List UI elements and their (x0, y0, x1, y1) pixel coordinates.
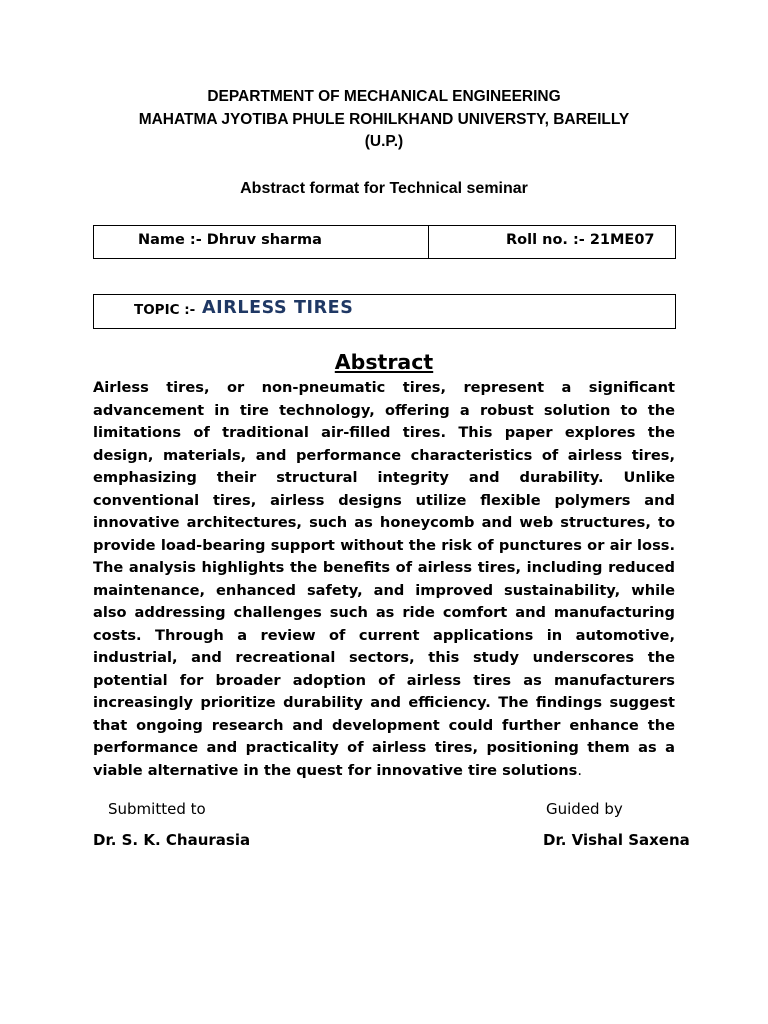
format-title: Abstract format for Technical seminar (240, 180, 528, 197)
student-info-table (93, 225, 676, 259)
submitted-to-name: Dr. S. K. Chaurasia (93, 831, 251, 849)
university-heading: MAHATMA JYOTIBA PHULE ROHILKHAND UNIVERSTY, BAREILLY (138, 111, 630, 128)
topic-value: AIRLESS TIRES (202, 298, 354, 318)
topic-label: TOPIC :- (134, 302, 196, 318)
abstract-paragraph (93, 377, 675, 782)
guided-by-label: Guided by (546, 800, 623, 818)
topic-box (93, 294, 676, 329)
abstract-end-mark: . (577, 761, 582, 779)
student-name: Name :- Dhruv sharma (94, 226, 429, 259)
guided-by-name: Dr. Vishal Saxena (543, 831, 690, 849)
submitted-to-label: Submitted to (108, 800, 206, 818)
abstract-text: Airless tires, or non-pneumatic tires, represent a significant advancement in tire technology, offering a robust solution to the limitations of traditional air-filled tires. This paper explores the design, materials, and performance characteristics of airless tires, emphasizing their structural integrity and durability. Unlike conventional tires, airless designs utilize flexible polymers and innovative architectures, such as honeycomb and web structures, to provide load-bearing support without the risk of punctures or air loss. The analysis highlights the benefits of airless tires, including reduced maintenance, enhanced safety, and improved sustainability, while also addressing challenges such as ride comfort and manufacturing costs. Through a review of current applications in automotive, industrial, and recreational sectors, this study underscores the potential for broader adoption of airless tires as manufacturers increasingly prioritize durability and efficiency. The findings suggest that ongoing research and development could further enhance the performance and practicality of airless tires, positioning them as a viable alternative in the quest for innovative tire solutions (93, 379, 675, 779)
state-heading: (U.P.) (364, 133, 404, 150)
student-info-row (94, 226, 676, 259)
abstract-heading: Abstract (334, 350, 434, 374)
department-heading: DEPARTMENT OF MECHANICAL ENGINEERING (207, 88, 561, 105)
roll-number: Roll no. :- 21ME07 (429, 226, 676, 259)
